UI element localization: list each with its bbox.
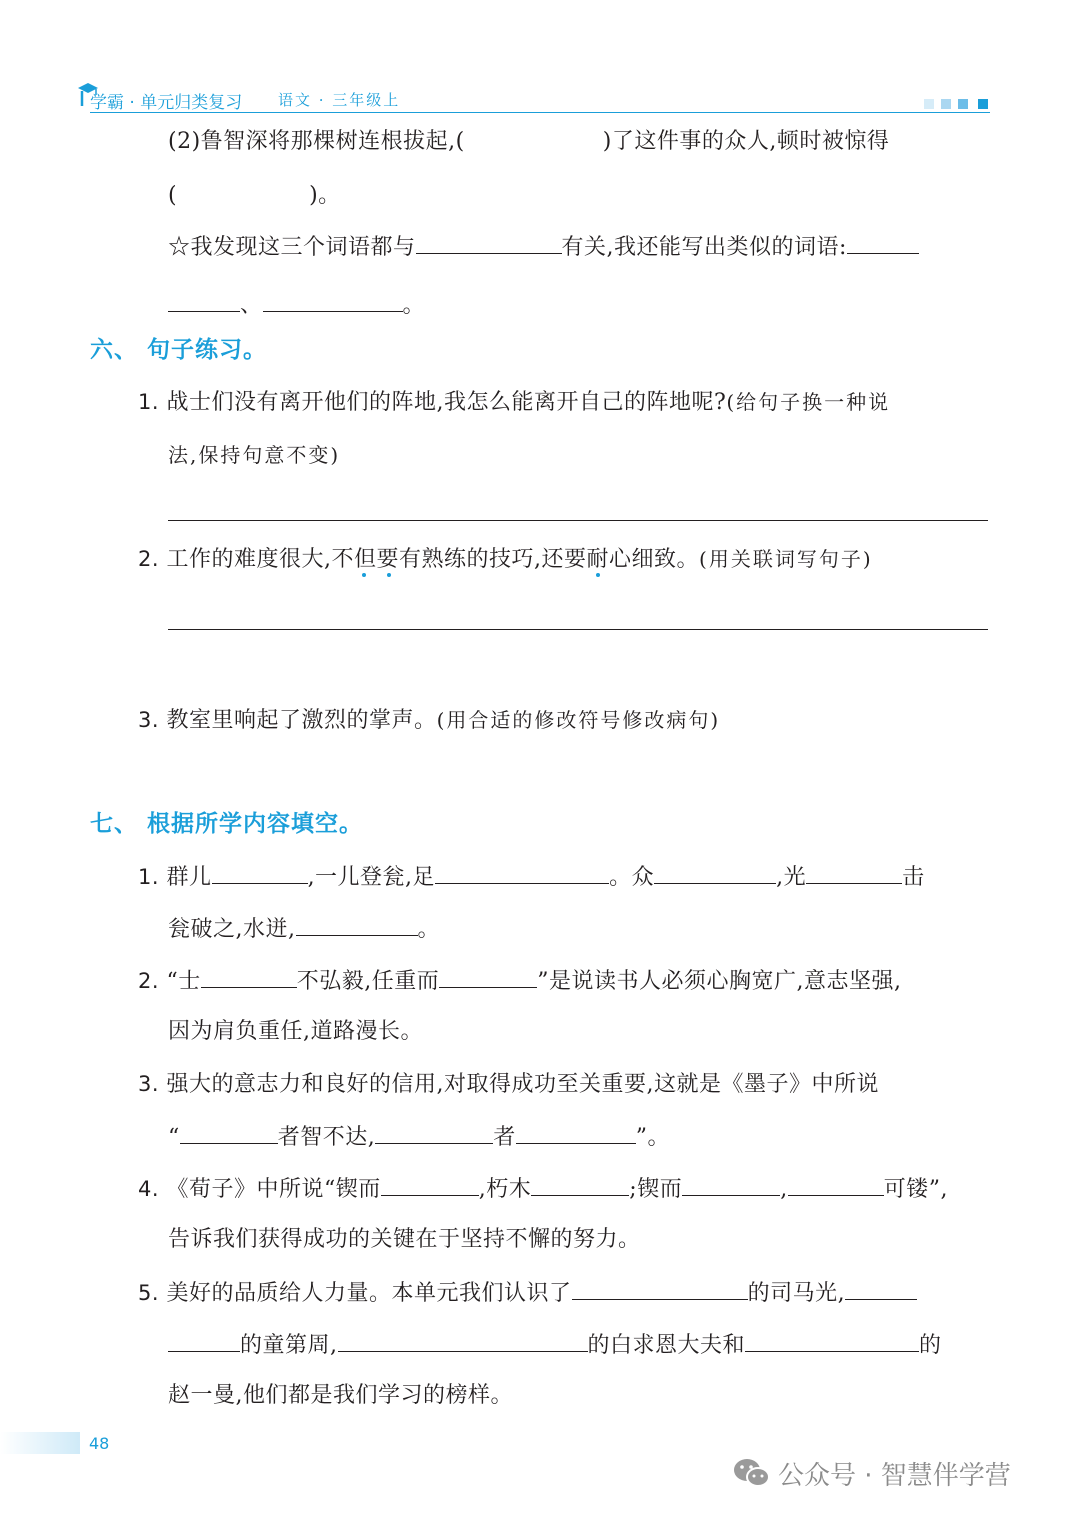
- answer-blank[interactable]: [416, 231, 562, 254]
- s7-q1-c: 。众: [609, 865, 655, 890]
- answer-blank[interactable]: [845, 1277, 917, 1300]
- answer-blank[interactable]: [806, 861, 902, 884]
- emphasis-dot: [387, 573, 391, 577]
- s5-star-line2: [168, 289, 425, 321]
- s7-q5-b: 的司马光,: [747, 1281, 846, 1306]
- answer-blank[interactable]: [180, 1121, 278, 1144]
- s5-star-sep: 、: [240, 293, 263, 318]
- s7-q3-number: 3.: [138, 1072, 160, 1096]
- s7-q3-e: ”。: [635, 1125, 671, 1150]
- s7-q4-f: 告诉我们获得成功的关键在于坚持不懈的努力。: [168, 1227, 641, 1252]
- s6-q3-number: 3.: [138, 708, 160, 732]
- header-square-1: [924, 99, 934, 109]
- s6-q3-line: [138, 705, 720, 736]
- s5-q2-close: )。: [309, 183, 341, 208]
- s7-q1-b: ,一儿登瓮,足: [307, 865, 436, 890]
- wechat-icon: [732, 1457, 772, 1489]
- s5-star-end: 。: [402, 293, 426, 318]
- s7-q1-d: ,光: [776, 865, 807, 890]
- s7-q5-number: 5.: [138, 1281, 160, 1305]
- s7-q3-a: 强大的意志力和良好的信用,对取得成功至关重要,这就是《墨子》中所说: [166, 1072, 880, 1097]
- s5-q2-part1: (2)鲁智深将那棵树连根拔起,(: [168, 129, 465, 154]
- s6-q2-hint: (用关联词写句子): [699, 547, 873, 571]
- s7-q4-e: 可镂”,: [883, 1177, 948, 1202]
- s7-q5-e: 的: [919, 1333, 942, 1358]
- s7-q1-number: 1.: [138, 865, 160, 889]
- s7-q4-number: 4.: [138, 1177, 160, 1201]
- answer-blank[interactable]: [263, 289, 403, 312]
- answer-blank[interactable]: [375, 1121, 493, 1144]
- s7-q5-line2: [168, 1329, 942, 1361]
- s5-q2-part2: )了这件事的众人,顿时被惊得: [602, 129, 890, 154]
- s7-q2-d: 因为肩负重任,道路漫长。: [168, 1019, 423, 1044]
- page-number: 48: [89, 1434, 110, 1453]
- s7-q2-number: 2.: [138, 969, 160, 993]
- s6-q2-text: 工作的难度很大,不但要有熟练的技巧,还要耐心细致。: [166, 547, 700, 572]
- answer-blank[interactable]: [381, 1173, 479, 1196]
- s7-q3-line1: [138, 1069, 879, 1100]
- answer-blank[interactable]: [212, 861, 308, 884]
- emphasis-dot: [596, 573, 600, 577]
- s5-q2-open: (: [168, 183, 178, 208]
- section7-title: 七、 根据所学内容填空。: [90, 811, 364, 837]
- s7-q5-d: 的白求恩大夫和: [587, 1333, 746, 1358]
- header-subject: 语文 · 三年级上: [278, 91, 401, 109]
- s7-q2-c: ”是说读书人必须心胸宽广,意志坚强,: [537, 969, 902, 994]
- s7-q5-a: 美好的品质给人力量。本单元我们认识了: [166, 1281, 572, 1306]
- s7-q2-line1: [138, 965, 902, 997]
- answer-blank[interactable]: [168, 1329, 240, 1352]
- answer-blank[interactable]: [847, 231, 919, 254]
- s7-q5-c: 的童第周,: [240, 1333, 338, 1358]
- s6-q1-text: 战士们没有离开他们的阵地,我怎么能离开自己的阵地呢?: [166, 390, 727, 415]
- header-square-4: [978, 99, 988, 109]
- s7-q1-a: 群儿: [166, 865, 212, 890]
- s7-q1-line2: [168, 913, 440, 945]
- s6-q1-hint-b: 法,保持句意不变): [168, 443, 341, 467]
- s7-q2-b: 不弘毅,任重而: [296, 969, 440, 994]
- s6-q1-line1: [138, 387, 890, 418]
- s7-q4-d: ,: [780, 1177, 788, 1202]
- page-number-band: [0, 1432, 80, 1454]
- answer-blank[interactable]: [531, 1173, 629, 1196]
- answer-blank[interactable]: [745, 1329, 919, 1352]
- answer-blank[interactable]: [788, 1173, 884, 1196]
- answer-blank[interactable]: [516, 1121, 636, 1144]
- s7-q4-b: ,朽木: [478, 1177, 532, 1202]
- section6-title: 六、 句子练习。: [90, 337, 268, 363]
- answer-blank[interactable]: [654, 861, 776, 884]
- s6-q1-hint-a: (给句子换一种说: [726, 390, 891, 414]
- answer-blank[interactable]: [435, 861, 609, 884]
- s7-q4-line1: [138, 1173, 948, 1205]
- s7-q1-line1: [138, 861, 925, 893]
- s6-q3-text: 教室里响起了激烈的掌声。: [166, 708, 437, 733]
- emphasis-dot: [362, 573, 366, 577]
- s5-q2-line2: [168, 181, 341, 211]
- s5-star-part2: 有关,我还能写出类似的词语:: [561, 235, 847, 260]
- s6-q3-hint: (用合适的修改符号修改病句): [436, 708, 721, 732]
- s6-q2-answer-line[interactable]: [168, 629, 988, 630]
- s6-q1-answer-line[interactable]: [168, 520, 988, 521]
- s6-q2-line: [138, 544, 873, 575]
- header-rule: [90, 112, 990, 113]
- s7-q1-f: 瓮破之,水迸,: [168, 917, 296, 942]
- answer-blank[interactable]: [338, 1329, 588, 1352]
- watermark: [732, 1453, 1052, 1493]
- s5-star-part1: ☆我发现这三个词语都与: [168, 235, 416, 260]
- answer-blank[interactable]: [572, 1277, 748, 1300]
- s7-q4-a: 《荀子》中所说“锲而: [166, 1177, 381, 1202]
- s7-q1-e: 击: [902, 865, 925, 890]
- answer-blank[interactable]: [439, 965, 537, 988]
- s5-star-line1: [168, 231, 919, 263]
- s7-q3-d: 者: [493, 1125, 516, 1150]
- s7-q3-c: 者智不达,: [277, 1125, 376, 1150]
- answer-blank[interactable]: [168, 289, 240, 312]
- s7-q5-line1: [138, 1277, 917, 1309]
- s7-q5-f: 赵一曼,他们都是我们学习的榜样。: [168, 1383, 513, 1408]
- answer-blank[interactable]: [296, 913, 418, 936]
- s7-q1-g: 。: [417, 917, 441, 942]
- s7-q4-c: ;锲而: [629, 1177, 683, 1202]
- s5-q2-line1: [168, 127, 889, 157]
- watermark-text: 公众号 · 智慧伴学营: [778, 1460, 1011, 1491]
- s6-q1-number: 1.: [138, 390, 160, 414]
- answer-blank[interactable]: [201, 965, 297, 988]
- header-brand: 学霸 · 单元归类复习: [90, 93, 243, 113]
- answer-blank[interactable]: [682, 1173, 780, 1196]
- header-square-3: [958, 99, 968, 109]
- s7-q3-b: “: [168, 1125, 180, 1150]
- header-square-2: [941, 99, 951, 109]
- s7-q3-line2: [168, 1121, 670, 1153]
- s6-q2-number: 2.: [138, 547, 160, 571]
- s7-q2-a: “士: [166, 969, 201, 994]
